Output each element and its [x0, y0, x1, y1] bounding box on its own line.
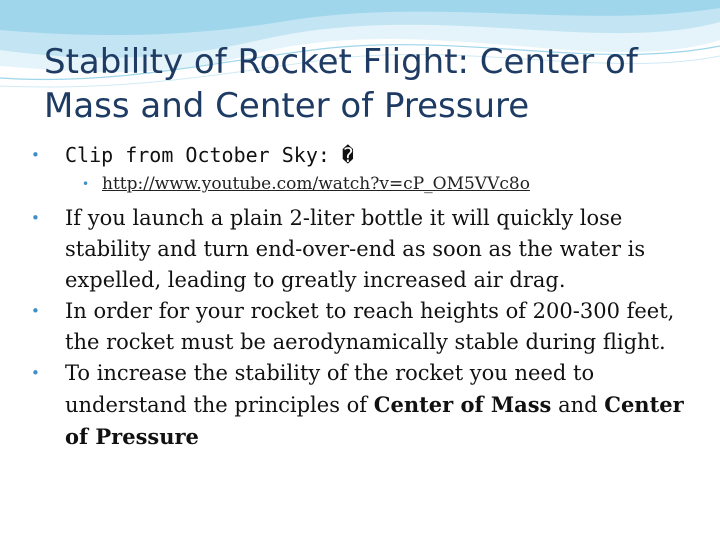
slide-body: [28, 140, 696, 453]
bullet-connector: and: [551, 393, 605, 417]
sub-bullet-link: [28, 171, 696, 197]
center-of-mass-term: Center of Mass: [373, 392, 552, 417]
bullet-heights: [28, 296, 696, 358]
bullet-dot-icon: •: [31, 302, 40, 320]
bullet-increase-stability: [28, 358, 696, 453]
bullet-text: In order for your rocket to reach heights of 200-300 feet, the rocket must be aerodynamically stable during flight.: [65, 299, 675, 354]
bullet-text: To increase the stability of the rocket you need to understand the principles of: [65, 361, 595, 417]
center-of-pressure-term: Center of Pressure: [65, 392, 684, 449]
bullet-dot-icon: •: [31, 364, 40, 382]
clip-text: Clip from October Sky: �: [65, 143, 354, 167]
bullet-dot-icon: •: [31, 209, 40, 227]
bullet-dot-icon: •: [31, 146, 40, 164]
bullet-dot-icon: •: [82, 177, 90, 191]
bullet-text: If you launch a plain 2-liter bottle it will quickly lose stability and turn end-over-end as soon as the water is expelled, leading to greatly increased air drag.: [65, 206, 646, 292]
bullet-clip: [28, 140, 696, 171]
bullet-stability: [28, 203, 696, 296]
slide-title: Stability of Rocket Flight: Center of Mass and Center of Pressure: [44, 42, 638, 126]
youtube-link[interactable]: http://www.youtube.com/watch?v=cP_OM5VVc8o: [102, 174, 530, 194]
